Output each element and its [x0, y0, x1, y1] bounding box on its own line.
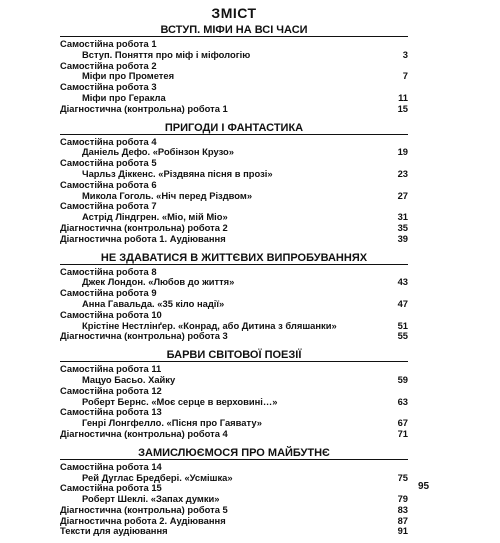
entry-page [378, 310, 408, 321]
entry-title: Микола Гоголь. «Ніч перед Різдвом» [82, 189, 253, 201]
toc-entry [60, 386, 408, 397]
entry-page: 59 [397, 373, 408, 385]
entry-title: Самостійна робота 5 [60, 157, 157, 169]
toc-entry [60, 234, 408, 245]
entry-title: Вступ. Поняття про міф і міфологію [82, 48, 251, 60]
entry-page: 71 [397, 427, 408, 439]
toc-entry [60, 462, 408, 473]
toc-section [60, 23, 408, 115]
toc-section [60, 348, 408, 440]
entry-title: Чарльз Діккенс. «Різдвяна пісня в прозі» [82, 167, 273, 179]
toc-entry [60, 526, 408, 537]
entry-title: Самостійна робота 4 [60, 135, 157, 147]
entry-title: Самостійна робота 2 [60, 59, 157, 71]
entry-page [378, 462, 408, 473]
entry-title: Самостійна робота 8 [60, 265, 157, 277]
toc-section [60, 121, 408, 245]
entry-title: Даніель Дефо. «Робінзон Крузо» [82, 146, 234, 158]
section-heading: БАРВИ СВІТОВОЇ ПОЕЗІЇ [60, 348, 408, 362]
entry-page: 55 [397, 330, 408, 342]
entry-page [378, 386, 408, 397]
entry-title: Самостійна робота 6 [60, 178, 157, 190]
entry-page: 19 [397, 146, 408, 158]
entry-title: Генрі Лонгфелло. «Пісня про Гаявату» [82, 417, 262, 429]
entry-title: Самостійна робота 9 [60, 287, 157, 299]
entry-title: Самостійна робота 10 [60, 308, 162, 320]
entry-page: 15 [397, 102, 408, 114]
entry-title: Рей Дуглас Бредбері. «Усмішка» [82, 471, 233, 483]
entry-title: Діагностична робота 2. Аудіювання [60, 514, 226, 526]
page-number: 95 [418, 481, 430, 492]
entry-title: Самостійна робота 12 [60, 384, 162, 396]
entry-title: Джек Лондон. «Любов до життя» [82, 276, 235, 288]
toc-entry [60, 180, 408, 191]
entry-page: 35 [397, 221, 408, 233]
entry-page: 75 [397, 471, 408, 483]
entry-title: Астрід Ліндгрен. «Міо, мій Міо» [82, 211, 228, 223]
entry-title: Самостійна робота 1 [60, 38, 157, 49]
entry-title: Крістіне Нестлінґер. «Конрад, або Дитина з бляшанки» [82, 319, 337, 331]
entry-title: Самостійна робота 13 [60, 406, 162, 418]
section-heading: ВСТУП. МІФИ НА ВСІ ЧАСИ [60, 23, 408, 37]
entry-page: 7 [402, 70, 408, 82]
entry-title: Діагностична (контрольна) робота 1 [60, 102, 228, 114]
toc-entry [60, 429, 408, 440]
toc-entry [60, 104, 408, 115]
entry-page: 67 [397, 417, 408, 429]
entry-title: Самостійна робота 7 [60, 200, 157, 212]
entry-page [378, 180, 408, 191]
entry-page: 63 [397, 395, 408, 407]
entry-title: Роберт Бернс. «Моє серце в верховині…» [82, 395, 278, 407]
entry-page: 27 [397, 189, 408, 201]
entry-title: Мацуо Басьо. Хайку [82, 373, 176, 385]
entry-title: Самостійна робота 14 [60, 460, 162, 472]
entry-title: Діагностична (контрольна) робота 3 [60, 330, 228, 342]
entry-page: 43 [397, 276, 408, 288]
section-heading: ЗАМИСЛЮЄМОСЯ ПРО МАЙБУТНЄ [60, 446, 408, 460]
entry-title: Роберт Шеклі. «Запах думки» [82, 493, 220, 505]
entry-title: Діагностична (контрольна) робота 4 [60, 427, 228, 439]
entry-page: 11 [398, 91, 408, 103]
entry-page: 3 [402, 48, 408, 60]
table-of-contents [60, 4, 408, 543]
entry-page: 79 [397, 493, 408, 505]
entry-title: Міфи про Прометея [82, 70, 175, 82]
toc-entry [60, 50, 408, 61]
entry-title: Діагностична (контрольна) робота 2 [60, 221, 228, 233]
entry-page: 83 [397, 503, 408, 515]
toc-section [60, 446, 408, 538]
toc-entry [60, 331, 408, 342]
entry-title: Самостійна робота 3 [60, 81, 157, 93]
toc-sections [60, 23, 408, 537]
entry-page: 23 [397, 167, 408, 179]
entry-page: 51 [397, 319, 408, 331]
entry-title: Діагностична робота 1. Аудіювання [60, 232, 226, 244]
entry-title: Діагностична (контрольна) робота 5 [60, 503, 228, 515]
toc-section [60, 251, 408, 343]
entry-title: Міфи про Геракла [82, 91, 166, 103]
entry-page: 31 [397, 211, 408, 223]
section-heading: НЕ ЗДАВАТИСЯ В ЖИТТЄВИХ ВИПРОБУВАННЯХ [60, 251, 408, 265]
section-heading: ПРИГОДИ І ФАНТАСТИКА [60, 121, 408, 135]
entry-title: Тексти для аудіювання [60, 525, 168, 537]
entry-page: 39 [397, 232, 408, 244]
entry-page: 91 [397, 525, 408, 537]
entry-title: Самостійна робота 11 [60, 363, 162, 375]
entry-title: Анна Гавальда. «35 кіло надії» [82, 297, 225, 309]
entry-page: 47 [397, 297, 408, 309]
page-title: ЗМІСТ [211, 5, 257, 21]
toc-entry [60, 310, 408, 321]
entry-page: 87 [397, 514, 408, 526]
entry-title: Самостійна робота 15 [60, 482, 162, 494]
